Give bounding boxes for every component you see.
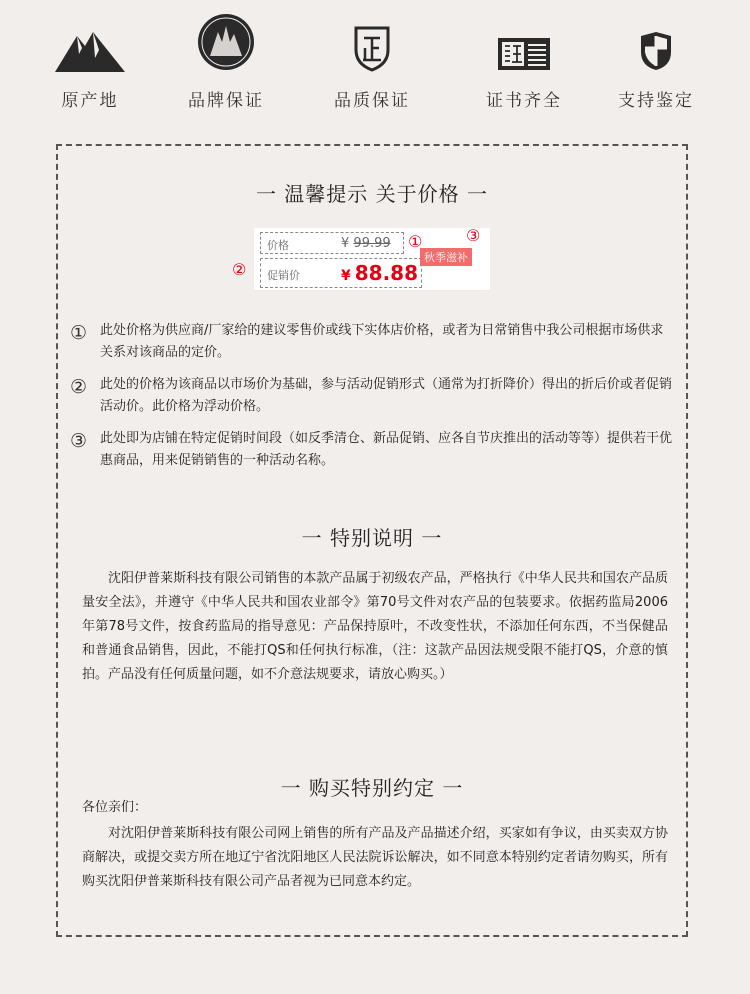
special-section-title: 一 特别说明 一 <box>301 526 443 550</box>
note-number: ① <box>70 322 88 344</box>
note-text: 此处价格为供应商/厂家给的建议零售价或线下实体店价格，或者为日常销售中我公司根据市场供求关系对该商品的定价。 <box>100 323 664 360</box>
price-row <box>260 232 404 254</box>
special-section-text: 沈阳伊普莱斯科技有限公司销售的本款产品属于初级农产品，严格执行《中华人民共和国农产品质量安全法》，并遵守《中华人民共和国农业部令》第70号文件对农产品的包装要求。依据药监局2006年第78号文件，按食药监局的指导意见：产品保持原叶，不改变性状，不添加任何东西，不当保健品和普通食品销售，因此，不能打QS和任何执行标准，（注：这款产品因法规受限不能打QS，介意的慎拍。产品没有任何质量问题，如不介意法规要求，请放心购买。） <box>82 571 668 682</box>
price-note-3 <box>70 428 676 472</box>
note-text: 此处即为店铺在特定促销时间段（如反季清仓、新品促销、应各自节庆推出的活动等等）提供若干优惠商品，用来促销销售的一种活动名称。 <box>100 431 673 468</box>
feature-origin <box>30 14 150 111</box>
feature-certificate <box>464 14 584 111</box>
sale-price-row <box>260 258 422 288</box>
feature-label: 证书齐全 <box>486 91 562 111</box>
note-number: ② <box>70 376 88 398</box>
feature-icons-row <box>0 0 750 120</box>
mountain-icon <box>55 28 125 72</box>
feature-label: 品牌保证 <box>188 91 264 111</box>
promo-tag: 秋季滋补 <box>420 248 472 266</box>
feature-label: 品质保证 <box>334 91 410 111</box>
price-demo-image <box>232 226 490 290</box>
note-text: 此处的价格为该商品以市场价为基础，参与活动促销形式（通常为打折降价）得出的折后价或者促销活动价。此价格为浮动价格。 <box>100 377 673 414</box>
sale-price: ¥ 88.88 <box>341 261 419 285</box>
price-section-title: 一 温馨提示 关于价格 一 <box>255 182 489 206</box>
price-note-2 <box>70 374 676 418</box>
marker-3: ③ <box>466 226 481 245</box>
shield-cross-icon <box>639 30 673 72</box>
quality-shield-icon <box>352 24 392 72</box>
original-price: ¥ 99.99 <box>341 236 391 251</box>
feature-brand <box>166 14 286 111</box>
feature-appraisal <box>596 14 716 111</box>
marker-1: ① <box>408 232 423 251</box>
agreement-section-title: 一 购买特别约定 一 <box>280 776 464 800</box>
feature-label: 原产地 <box>61 91 119 111</box>
feature-quality <box>312 14 432 111</box>
certificate-icon <box>496 36 552 72</box>
marker-2: ② <box>232 260 247 279</box>
agreement-text: 对沈阳伊普莱斯科技有限公司网上销售的所有产品及产品描述介绍，买家如有争议，由买卖双方协商解决，或提交卖方所在地辽宁省沈阳地区人民法院诉讼解决，如不同意本特别约定者请勿购买，所有购买沈阳伊普莱斯科技有限公司产品者视为已同意本约定。 <box>82 826 668 889</box>
agreement-greeting: 各位亲们： <box>82 800 148 815</box>
sale-price-label: 促销价 <box>267 269 300 282</box>
price-label: 价格 <box>267 239 289 252</box>
info-box <box>56 144 688 937</box>
price-note-1 <box>70 320 676 364</box>
feature-label: 支持鉴定 <box>618 91 694 111</box>
brand-emblem-icon <box>196 12 256 72</box>
note-number: ③ <box>70 430 88 452</box>
